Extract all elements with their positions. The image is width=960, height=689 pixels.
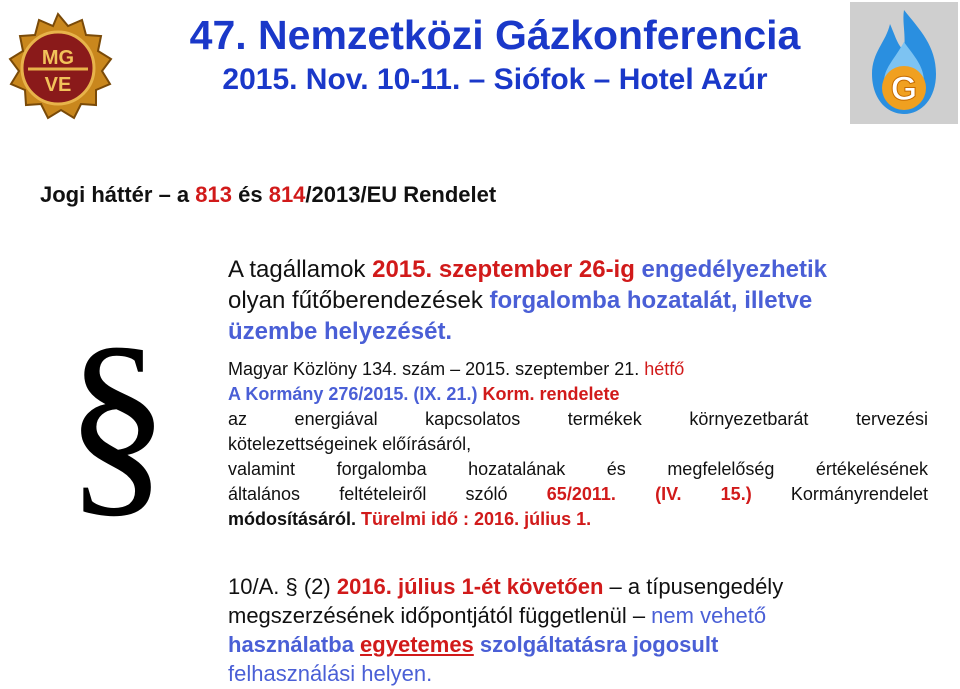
b2-l6c: Kormányrendelet bbox=[751, 484, 928, 504]
b3-l3b: egyetemes bbox=[360, 632, 474, 657]
b3-l2b: nem vehető bbox=[651, 603, 767, 628]
b1-l1c: engedélyezhetik bbox=[634, 256, 827, 283]
b2-l7a: módosításáról. bbox=[228, 509, 362, 529]
b2-l1a: Magyar Közlöny 134. szám – 2015. szeptember 21. bbox=[228, 359, 645, 379]
gazette-block bbox=[228, 357, 928, 532]
usage-block bbox=[228, 572, 928, 688]
b2-l7b: Türelmi idő : 2016. július 1. bbox=[361, 509, 592, 529]
b3-l1a: 10/A. § (2) bbox=[228, 574, 337, 599]
conference-subtitle: 2015. Nov. 10-11. – Siófok – Hotel Azúr bbox=[222, 63, 768, 96]
mgve-logo bbox=[2, 12, 114, 124]
b1-deadline: 2015. szeptember 26-ig bbox=[372, 256, 635, 283]
b2-l3: az energiával kapcsolatos termékek környezetbarát tervezési bbox=[228, 409, 928, 429]
gas-flame-logo bbox=[850, 2, 958, 124]
b2-l6b: 65/2011. (IV. 15.) bbox=[546, 484, 752, 504]
b2-l4: kötelezettségeinek előírásáról, bbox=[228, 434, 472, 454]
conference-title: 47. Nemzetközi Gázkonferencia bbox=[189, 12, 801, 58]
legal-background-heading bbox=[40, 182, 496, 208]
b3-l3a: használatba bbox=[228, 632, 361, 657]
b3-l2a: megszerzésének időpontjától függetlenül – bbox=[228, 603, 652, 628]
b2-l1b: hétfő bbox=[644, 359, 685, 379]
legal-suffix: /2013/EU Rendelet bbox=[305, 182, 497, 207]
b2-l2b: Korm. rendelete bbox=[482, 384, 620, 404]
b3-l4: felhasználási helyen. bbox=[228, 661, 433, 686]
svg-text:G: G bbox=[890, 70, 918, 108]
b2-l2a: A Kormány 276/2015. (IX. 21.) bbox=[228, 384, 483, 404]
b2-l6a: általános feltételeiről szóló bbox=[228, 484, 547, 504]
b1-l2a: olyan fűtőberendezések bbox=[228, 287, 490, 314]
b1-l1a: A tagállamok bbox=[228, 256, 373, 283]
b2-l5: valamint forgalomba hozatalának és megfelelőség értékelésének bbox=[228, 459, 928, 479]
legal-prefix: Jogi háttér – a bbox=[40, 182, 196, 207]
deadline-block bbox=[228, 254, 928, 347]
b1-l3: üzembe helyezését. bbox=[228, 318, 453, 345]
svg-text:§: § bbox=[64, 330, 170, 520]
svg-text:MG: MG bbox=[41, 47, 75, 69]
b3-l1b: 2016. július 1-ét követően bbox=[336, 574, 604, 599]
b3-l3c: szolgáltatásra jogosult bbox=[473, 632, 719, 657]
regulation-813: 813 bbox=[195, 182, 232, 207]
legal-mid: és bbox=[232, 182, 269, 207]
b3-l1c: – a típusengedély bbox=[603, 574, 784, 599]
b1-l2b: forgalomba hozatalát, illetve bbox=[489, 287, 813, 314]
svg-text:VE: VE bbox=[44, 74, 72, 96]
paragraph-symbol-icon bbox=[62, 330, 172, 520]
regulation-814: 814 bbox=[268, 182, 306, 207]
